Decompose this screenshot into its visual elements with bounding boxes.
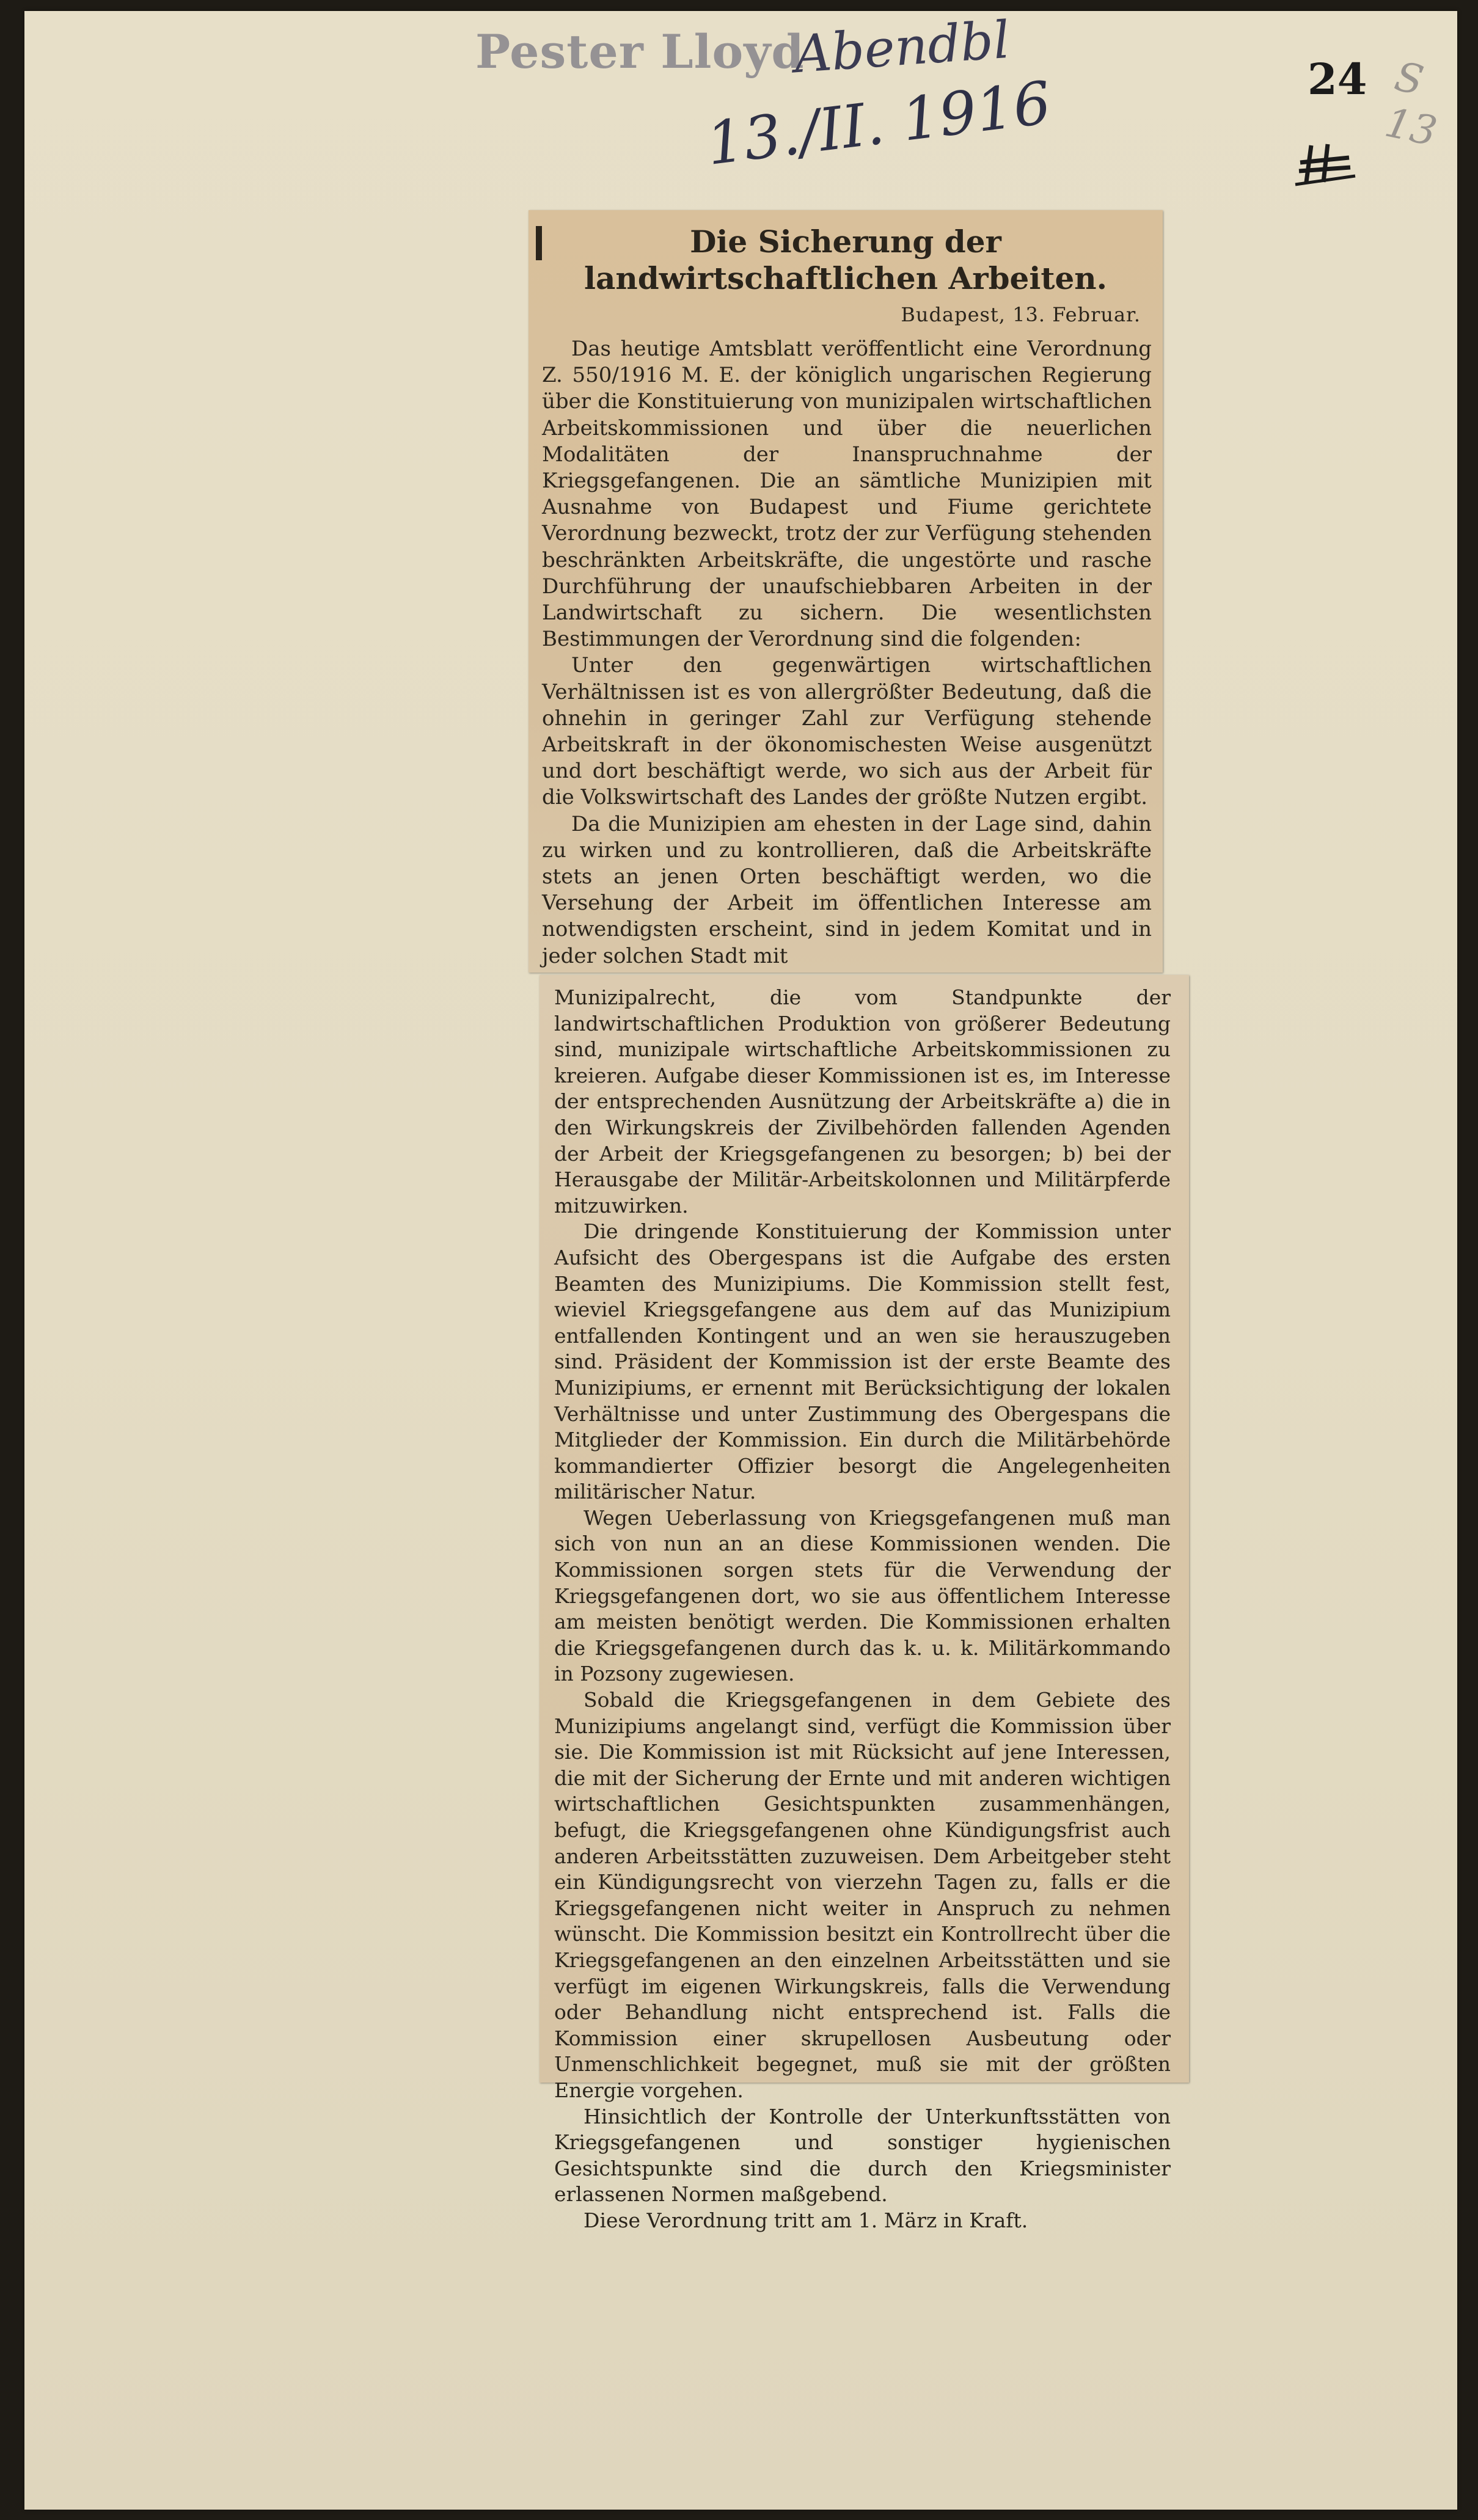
article-body-part-2 [554, 985, 1171, 2234]
paragraph: Unter den gegenwärtigen wirtschaftlichen Verhältnissen ist es von allergrößter Bedeutung, daß die ohnehin in geringer Zahl zur Verfügung stehende Arbeitskraft in der ökonomischesten Weise ausgenützt und dort beschäftigt werde, wo sich aus der Arbeit für die Volkswirtschaft des Landes der größte Nutzen ergibt. [542, 653, 1152, 810]
article-dateline: Budapest, 13. Februar. [901, 303, 1141, 326]
paragraph: Da die Munizipien am ehesten in der Lage sind, dahin zu wirken und zu kontrollieren, daß die Arbeitskräfte stets an jenen Orten beschäftigt werden, wo die Versehung der Arbeit im öffentlichen Interesse am notwendigsten erscheint, sind in jedem Komitat und in jeder solchen Stadt mit [542, 811, 1152, 968]
page-number: 24 [1308, 54, 1367, 104]
article-body-part-1 [542, 336, 1152, 970]
newspaper-stamp: Pester Lloyd [475, 24, 805, 79]
paragraph: Munizipalrecht, die vom Standpunkte der landwirtschaftlichen Produktion von größerer Bedeutung sind, munizipale wirtschaftliche Arbeitskommissionen zu kreieren. Aufgabe dieser Kommissionen ist es, im Interesse der entsprechenden Ausnützung der Arbeitskräfte a) die in den Wirkungskreis der Zivilbehörden fallenden Agenden der Arbeit der Kriegsgefangenen zu besorgen; b) bei der Herausgabe der Militär-Arbeitskolonnen und Militärpferde mitzuwirken. [554, 985, 1171, 1218]
handwritten-date: 13./II. 1916 [703, 68, 1055, 179]
struck-number-mark [1294, 139, 1361, 188]
article-clipping-part-2 [540, 975, 1189, 2232]
paragraph: Sobald die Kriegsgefangenen in dem Gebiete des Munizipiums angelangt sind, verfügt die Kommission über sie. Die Kommission ist mit Rücksicht auf jene Interessen, die mit der Sicherung der Ernte und mit anderen wichtigen wirtschaftlichen Gesichtspunkten zusammenhängen, befugt, die Kriegsgefangenen ohne Kündigungsfrist auch anderen Arbeitsstätten zuzuweisen. Dem Arbeitgeber steht ein Kündigungsrecht von vierzehn Tagen zu, falls er die Kriegsgefangenen nicht weiter in Anspruch zu nehmen wünscht. Die Kommission besitzt ein Kontrollrecht über die Kriegsgefangenen an den einzelnen Arbeitsstätten und sie verfügt im eigenen Wirkungskreis, falls die Verwendung oder Behandlung nicht entsprechend ist. Falls die Kommission einer skrupellosen Ausbeutung oder Unmenschlichkeit begegnet, muß sie mit der größten Energie vorgehen. [554, 1688, 1171, 2102]
handwritten-edition: Abendbl [792, 9, 1012, 85]
paragraph: Hinsichtlich der Kontrolle der Unterkunftsstätten von Kriegsgefangenen und sonstiger hygienischen Gesichtspunkte sind die durch den Kriegsminister erlassenen Normen maßgebend. [554, 2104, 1171, 2207]
paragraph: Die dringende Konstituierung der Kommission unter Aufsicht des Obergespans ist die Aufgabe des ersten Beamten des Munizipiums. Die Kommission stellt fest, wieviel Kriegsgefangene aus dem auf das Munizipium entfallenden Kontingent und an wen sie herauszugeben sind. Präsident der Kommission ist der erste Beamte des Munizipiums, er ernennt mit Berücksichtigung der lokalen Verhältnisse und unter Zustimmung des Obergespans die Mitglieder der Kommission. Ein durch die Militärbehörde kommandierter Offizier besorgt die Angelegenheiten militärischer Natur. [554, 1219, 1171, 1504]
article-clipping-part-1 [529, 210, 1163, 973]
article-title: Die Sicherung der landwirtschaftlichen Arbeiten. [584, 224, 1108, 296]
archive-sheet [24, 11, 1457, 2510]
paragraph: Das heutige Amtsblatt veröffentlicht eine Verordnung Z. 550/1916 M. E. der königlich ungarischen Regierung über die Konstituierung von munizipalen wirtschaftlichen Arbeitskommissionen und über die neuerlichen Modalitäten der Inanspruchnahme der Kriegsgefangenen. Die an sämtliche Munizipien mit Ausnahme von Budapest und Fiume gerichtete Verordnung bezweckt, trotz der zur Verfügung stehenden beschränkten Arbeitskräfte, die ungestörte und rasche Durchführung der unaufschiebbaren Arbeiten in der Landwirtschaft zu sichern. Die wesentlichsten Bestimmungen der Verordnung sind die folgenden: [542, 337, 1152, 652]
paragraph: Diese Verordnung tritt am 1. März in Kraft. [584, 2208, 1028, 2232]
column-rule [536, 226, 542, 260]
pencil-annotation: S 13 [1381, 53, 1441, 156]
paragraph: Wegen Ueberlassung von Kriegsgefangenen muß man sich von nun an an diese Kommissionen wenden. Die Kommissionen sorgen stets für die Verwendung der Kriegsgefangenen dort, wo sie aus öffentlichem Interesse am meisten benötigt werden. Die Kommissionen erhalten die Kriegsgefangenen durch das k. u. k. Militärkommando in Pozsony zugewiesen. [554, 1505, 1171, 1686]
